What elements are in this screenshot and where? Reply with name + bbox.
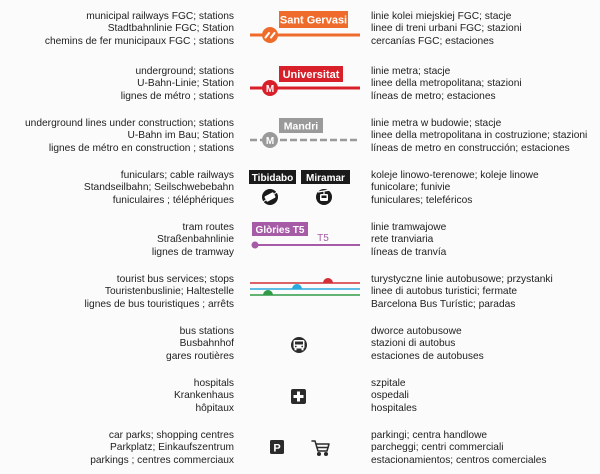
label-de: Straßenbahnlinie [156,234,234,246]
label-it: linee di treni urbani FGC; stazioni [371,23,522,35]
label-pl: turystyczne linie autobusowe; przystanki [371,274,553,285]
label-de: U-Bahn im Bau; Station [127,130,234,142]
label-es: funiculares; teleféricos [371,194,473,206]
label-pl: szpitale [371,378,406,389]
tram-route-label: T5 [317,233,329,244]
label-de: Stadtbahnlinie FGC; Station [107,23,234,35]
label-es: estaciones de autobuses [371,350,484,362]
tram-symbol [246,222,364,266]
legend-labels-right [371,326,484,363]
legend-labels-right [371,274,553,311]
label-en: underground lines under construction; stations [25,118,234,129]
legend-labels-left [152,222,234,259]
legend-labels-left [45,11,234,48]
svg-text:M: M [265,136,275,147]
legend-labels-left [85,274,235,311]
legend-labels-right [371,222,446,259]
hospital-symbol [246,378,364,422]
legend-labels-right [371,378,417,415]
legend-labels-right [371,118,587,155]
label-it: linee della metropolitana; stazioni [371,78,522,90]
station-name: Sant Gervasi [279,14,348,27]
label-pl: linie metra w budowie; stacje [371,118,502,129]
label-pl: koleje linowo-terenowe; koleje linowe [371,170,539,181]
label-en: tourist bus services; stops [116,274,234,285]
label-es: líneas de tranvía [371,246,447,258]
label-it: funicolare; funivie [371,182,451,194]
tourist-bus-stop-red [323,278,333,283]
label-fr: lignes de bus touristiques ; arrêts [84,298,234,310]
legend-labels-left [25,118,234,155]
metro-m-icon [262,80,278,96]
legend-labels-left [90,430,234,467]
legend-labels-right [371,430,547,467]
legend-labels-right [371,66,522,103]
cable-car-name: Miramar [306,173,345,184]
label-pl: parkingi; centra handlowe [371,430,488,441]
legend-labels-right [371,170,539,207]
legend-labels-right [371,11,522,48]
parking-shopping-symbol [246,430,364,474]
label-es: Barcelona Bus Turístic; paradas [371,298,516,310]
label-it: ospedali [371,390,409,402]
label-de: Krankenhaus [173,390,234,402]
station-name: Universitat [282,69,340,81]
bus-station-symbol [246,326,364,370]
label-pl: linie metra; stacje [371,66,451,77]
label-es: líneas de metro; estaciones [371,90,496,102]
shopping-cart-icon [312,441,329,455]
label-it: stazioni di autobus [371,338,456,350]
label-pl: linie tramwajowe [371,222,447,233]
funicular-name: Tibidabo [251,173,294,184]
label-pl: linie kolei miejskiej FGC; stacje [371,11,512,22]
hospital-cross-icon [291,389,306,404]
label-en: car parks; shopping centres [108,430,234,441]
label-en: municipal railways FGC; stations [86,11,234,22]
label-es: cercanías FGC; estaciones [371,35,494,47]
svg-text:P: P [273,442,281,455]
tourist-bus-stop-green [263,290,273,295]
tram-stop-dot [252,242,259,249]
label-de: Parkplatz; Einkaufszentrum [109,442,234,454]
metro-construction-symbol [246,118,364,162]
funicular-symbol [246,170,364,214]
tourist-bus-symbol [246,274,364,318]
label-es: estacionamientos; centros comerciales [371,454,547,466]
station-name: Mandri [283,120,319,133]
label-en: hospitals [193,378,234,389]
parking-icon [270,440,284,455]
label-en: bus stations [179,326,234,337]
label-es: líneas de metro en construcción; estaciones [371,142,570,154]
label-pl: dworce autobusowe [371,326,462,337]
metro-symbol [246,66,364,110]
funicular-icon [262,189,278,205]
label-de: Touristenbuslinie; Haltestelle [104,286,234,298]
tram-stop-name: Glòries T5 [255,225,305,236]
label-it: rete tranviaria [371,234,434,246]
label-fr: hôpitaux [195,402,234,414]
label-en: tram routes [182,222,234,233]
legend-labels-left [166,326,234,363]
label-en: underground; stations [135,66,234,77]
legend-labels-left [121,66,234,103]
label-de: Standseilbahn; Seilschwebebahn [83,182,234,194]
legend-labels-left [174,378,234,415]
label-fr: gares routières [166,350,234,362]
svg-text:M: M [265,84,275,95]
label-en: funiculars; cable railways [120,170,234,181]
label-de: U-Bahn-Linie; Station [137,78,234,90]
bus-icon [291,337,307,353]
tourist-bus-stop-blue [292,284,302,289]
label-fr: lignes de métro ; stations [120,90,234,102]
label-it: linee della metropolitana in costruzione; stazioni [371,130,588,142]
fgc-railway-symbol [246,11,364,55]
label-es: hospitales [371,402,417,414]
label-fr: lignes de métro en construction ; stations [48,142,234,154]
metro-m-icon [262,132,278,148]
label-it: linee di autobus turistici; fermate [371,286,518,298]
cable-car-icon [316,189,332,205]
label-fr: lignes de tramway [151,246,234,258]
legend-labels-left [84,170,234,207]
label-it: parcheggi; centri commerciali [371,442,504,454]
label-fr: parkings ; centres commerciaux [90,454,234,466]
label-fr: chemins de fer municipaux FGC ; stations [44,35,234,47]
label-de: Busbahnhof [179,338,234,350]
label-fr: funiculaires ; téléphériques [112,194,234,206]
fgc-logo-icon [262,27,278,43]
